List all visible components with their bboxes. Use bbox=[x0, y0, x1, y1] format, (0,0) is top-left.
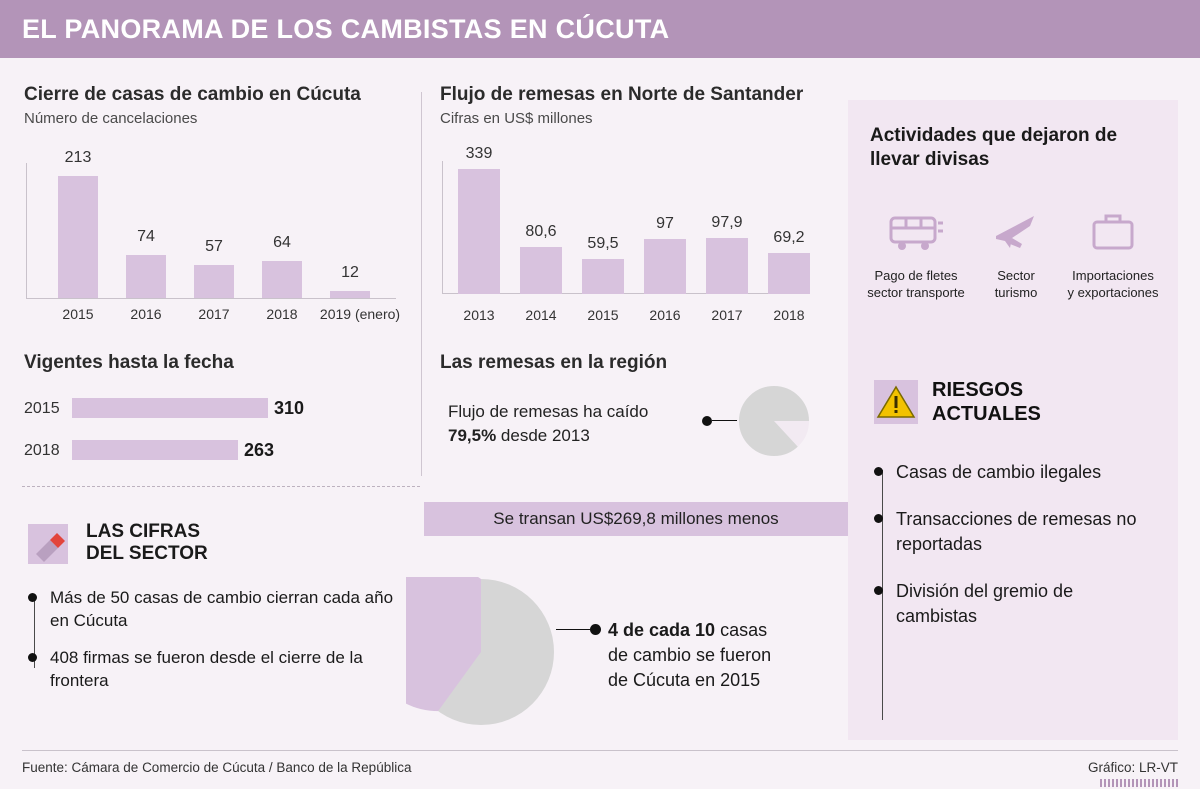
riesgos-header bbox=[872, 378, 1041, 426]
chart-vigentes-panel bbox=[24, 352, 414, 468]
actividad-caption-importaciones bbox=[1054, 267, 1172, 301]
remesas-text-lead: Flujo de remesas ha caído bbox=[448, 402, 649, 421]
bullet-dot bbox=[28, 653, 37, 662]
bar-remesas-2016 bbox=[644, 239, 686, 294]
pie-callout-rest1: casas bbox=[715, 620, 768, 640]
bar-cat-2018: 2018 bbox=[266, 306, 298, 322]
cifras-bullet-1 bbox=[50, 586, 414, 632]
vigentes-value-2018: 263 bbox=[244, 440, 275, 460]
bar-remesas-cat-2013: 2013 bbox=[463, 307, 495, 323]
bar-remesas-value-2016: 97 bbox=[656, 215, 674, 232]
pie-callout-dot bbox=[590, 624, 601, 635]
remesas-region-text bbox=[448, 400, 698, 448]
riesgos-bullet-1-text: Casas de cambio ilegales bbox=[896, 462, 1102, 482]
bar-remesas-cat-2016: 2016 bbox=[649, 307, 681, 323]
riesgos-title bbox=[932, 378, 1041, 426]
cifras-title-line2: DEL SECTOR bbox=[86, 543, 208, 564]
remesas-region-panel bbox=[440, 352, 840, 445]
cifras-bullet-list bbox=[24, 586, 414, 692]
pie-callout-line bbox=[556, 629, 590, 630]
banner-transan-text: Se transan US$269,8 millones menos bbox=[493, 509, 779, 528]
bar-remesas-cat-2018: 2018 bbox=[773, 307, 805, 323]
actividad-caption-fletes bbox=[856, 267, 976, 301]
bar-remesas-cat-2014: 2014 bbox=[525, 307, 557, 323]
bar-value-2015: 213 bbox=[64, 149, 92, 166]
bar-2018 bbox=[262, 261, 302, 298]
riesgos-bullet-3 bbox=[896, 579, 1158, 629]
footer-decoration bbox=[1100, 779, 1178, 787]
chart-cierre-plot bbox=[24, 149, 414, 324]
actividad-item-fletes bbox=[856, 210, 976, 301]
pie-callout-rest2: de cambio se fueron bbox=[608, 645, 772, 665]
pie-callout-rest3: de Cúcuta en 2015 bbox=[608, 670, 761, 690]
actividad-caption-turismo-l2: turismo bbox=[994, 285, 1038, 300]
bar-remesas-cat-2015: 2015 bbox=[587, 307, 619, 323]
cifras-bullet-2-text: 408 firmas se fueron desde el cierre de la frontera bbox=[50, 648, 363, 690]
actividad-caption-fletes-l1: Pago de fletes bbox=[874, 268, 958, 283]
suitcase-icon bbox=[1088, 210, 1138, 254]
vigentes-value-2015: 310 bbox=[274, 398, 305, 418]
remesas-text-pct: 79,5% bbox=[448, 426, 497, 445]
bar-remesas-2013 bbox=[458, 169, 500, 294]
bar-cat-2019: 2019 (enero) bbox=[319, 306, 401, 322]
riesgos-title-line2: ACTUALES bbox=[932, 403, 1041, 425]
warning-icon bbox=[872, 378, 920, 426]
bullet-dot bbox=[874, 586, 883, 595]
divider-dashed-horizontal bbox=[22, 486, 420, 487]
footer-source: Fuente: Cámara de Comercio de Cúcuta / Banco de la República bbox=[22, 760, 412, 775]
bar-remesas-2017 bbox=[706, 238, 748, 294]
vigentes-label-2015: 2015 bbox=[24, 400, 60, 417]
bar-value-2017: 57 bbox=[205, 238, 223, 255]
riesgos-bullet-1 bbox=[896, 460, 1158, 485]
vigentes-bar-2018 bbox=[72, 440, 238, 460]
riesgos-bullet-connector bbox=[882, 470, 883, 720]
bar-2019 bbox=[330, 291, 370, 298]
chart-flujo-title: Flujo de remesas en Norte de Santander bbox=[440, 84, 804, 105]
riesgos-bullet-3-text: División del gremio de cambistas bbox=[896, 581, 1074, 626]
vigentes-row-2018 bbox=[24, 438, 414, 468]
riesgos-bullet-2-text: Transacciones de remesas no reportadas bbox=[896, 509, 1137, 554]
remesas-pie-chart bbox=[736, 383, 812, 459]
cifras-title-line1: LAS CIFRAS bbox=[86, 521, 200, 542]
bar-remesas-value-2015: 59,5 bbox=[587, 235, 619, 252]
bar-remesas-value-2014: 80,6 bbox=[525, 223, 557, 240]
bar-2015 bbox=[58, 176, 98, 298]
bar-remesas-cat-2017: 2017 bbox=[711, 307, 743, 323]
bar-value-2018: 64 bbox=[273, 234, 291, 251]
bar-remesas-2018 bbox=[768, 253, 810, 294]
actividad-caption-turismo-l1: Sector bbox=[997, 268, 1035, 283]
riesgos-bullet-list bbox=[896, 460, 1158, 643]
actividad-caption-turismo bbox=[976, 267, 1056, 301]
chart-cierre-xaxis bbox=[26, 298, 396, 299]
chart-flujo-subtitle: Cifras en US$ millones bbox=[440, 110, 593, 127]
bar-value-2016: 74 bbox=[137, 228, 155, 245]
cifras-header bbox=[24, 518, 414, 568]
bar-value-2019: 12 bbox=[341, 264, 359, 281]
airplane-icon bbox=[992, 210, 1040, 254]
footer-divider bbox=[22, 750, 1178, 751]
riesgos-bullet-2 bbox=[896, 507, 1158, 557]
chart-flujo-yaxis bbox=[442, 161, 443, 293]
actividad-item-turismo bbox=[976, 210, 1056, 301]
pie-callout-text bbox=[608, 618, 838, 693]
riesgos-title-line1: RIESGOS bbox=[932, 379, 1024, 401]
vigentes-label-2018: 2018 bbox=[24, 442, 60, 459]
bar-2017 bbox=[194, 265, 234, 298]
remesas-connector-dot bbox=[702, 416, 712, 426]
bar-2016 bbox=[126, 255, 166, 298]
remesas-region-title: Las remesas en la región bbox=[440, 352, 668, 373]
vigentes-bar-2015 bbox=[72, 398, 268, 418]
bar-remesas-value-2013: 339 bbox=[465, 145, 493, 162]
stamp-icon bbox=[24, 518, 74, 568]
bar-remesas-value-2018: 69,2 bbox=[773, 229, 805, 246]
chart-flujo-panel bbox=[440, 84, 840, 325]
bullet-dot bbox=[874, 514, 883, 523]
footer-credit: Gráfico: LR-VT bbox=[1087, 760, 1178, 775]
right-column-panel bbox=[848, 100, 1178, 740]
vigentes-row-2015 bbox=[24, 396, 414, 426]
cifras-panel bbox=[24, 518, 414, 706]
bullet-dot bbox=[28, 593, 37, 602]
bar-remesas-value-2017: 97,9 bbox=[711, 214, 743, 231]
pie-4-de-cada-10 bbox=[406, 577, 556, 727]
bar-remesas-2015 bbox=[582, 259, 624, 294]
actividad-caption-importaciones-l1: Importaciones bbox=[1072, 268, 1154, 283]
bar-cat-2017: 2017 bbox=[198, 306, 230, 322]
bullet-dot bbox=[874, 467, 883, 476]
header-bar bbox=[0, 0, 1200, 58]
chart-vigentes-title: Vigentes hasta la fecha bbox=[24, 352, 234, 373]
bus-icon bbox=[887, 210, 945, 254]
cifras-bullet-1-text: Más de 50 casas de cambio cierran cada año en Cúcuta bbox=[50, 588, 394, 630]
banner-transan bbox=[424, 502, 848, 536]
chart-cierre-yaxis bbox=[26, 163, 27, 298]
remesas-connector-line bbox=[712, 420, 738, 421]
actividad-caption-importaciones-l2: y exportaciones bbox=[1067, 285, 1159, 300]
remesas-text-tail: desde 2013 bbox=[496, 426, 590, 445]
actividad-caption-fletes-l2: sector transporte bbox=[867, 285, 965, 300]
actividad-item-importaciones bbox=[1054, 210, 1172, 301]
bar-remesas-2014 bbox=[520, 247, 562, 294]
pie-callout-bold: 4 de cada 10 bbox=[608, 620, 716, 640]
actividades-title: Actividades que dejaron de llevar divisas bbox=[870, 125, 1118, 170]
cifras-title bbox=[86, 521, 208, 565]
chart-cierre-title: Cierre de casas de cambio en Cúcuta bbox=[24, 84, 361, 105]
chart-cierre-subtitle: Número de cancelaciones bbox=[24, 110, 198, 127]
cifras-bullet-2 bbox=[50, 646, 414, 692]
bar-cat-2015: 2015 bbox=[62, 306, 94, 322]
chart-cierre-panel bbox=[24, 84, 414, 324]
chart-flujo-plot bbox=[440, 145, 840, 325]
page-title: EL PANORAMA DE LOS CAMBISTAS EN CÚCUTA bbox=[22, 13, 670, 44]
bar-cat-2016: 2016 bbox=[130, 306, 162, 322]
divider-vertical-left bbox=[421, 92, 422, 476]
